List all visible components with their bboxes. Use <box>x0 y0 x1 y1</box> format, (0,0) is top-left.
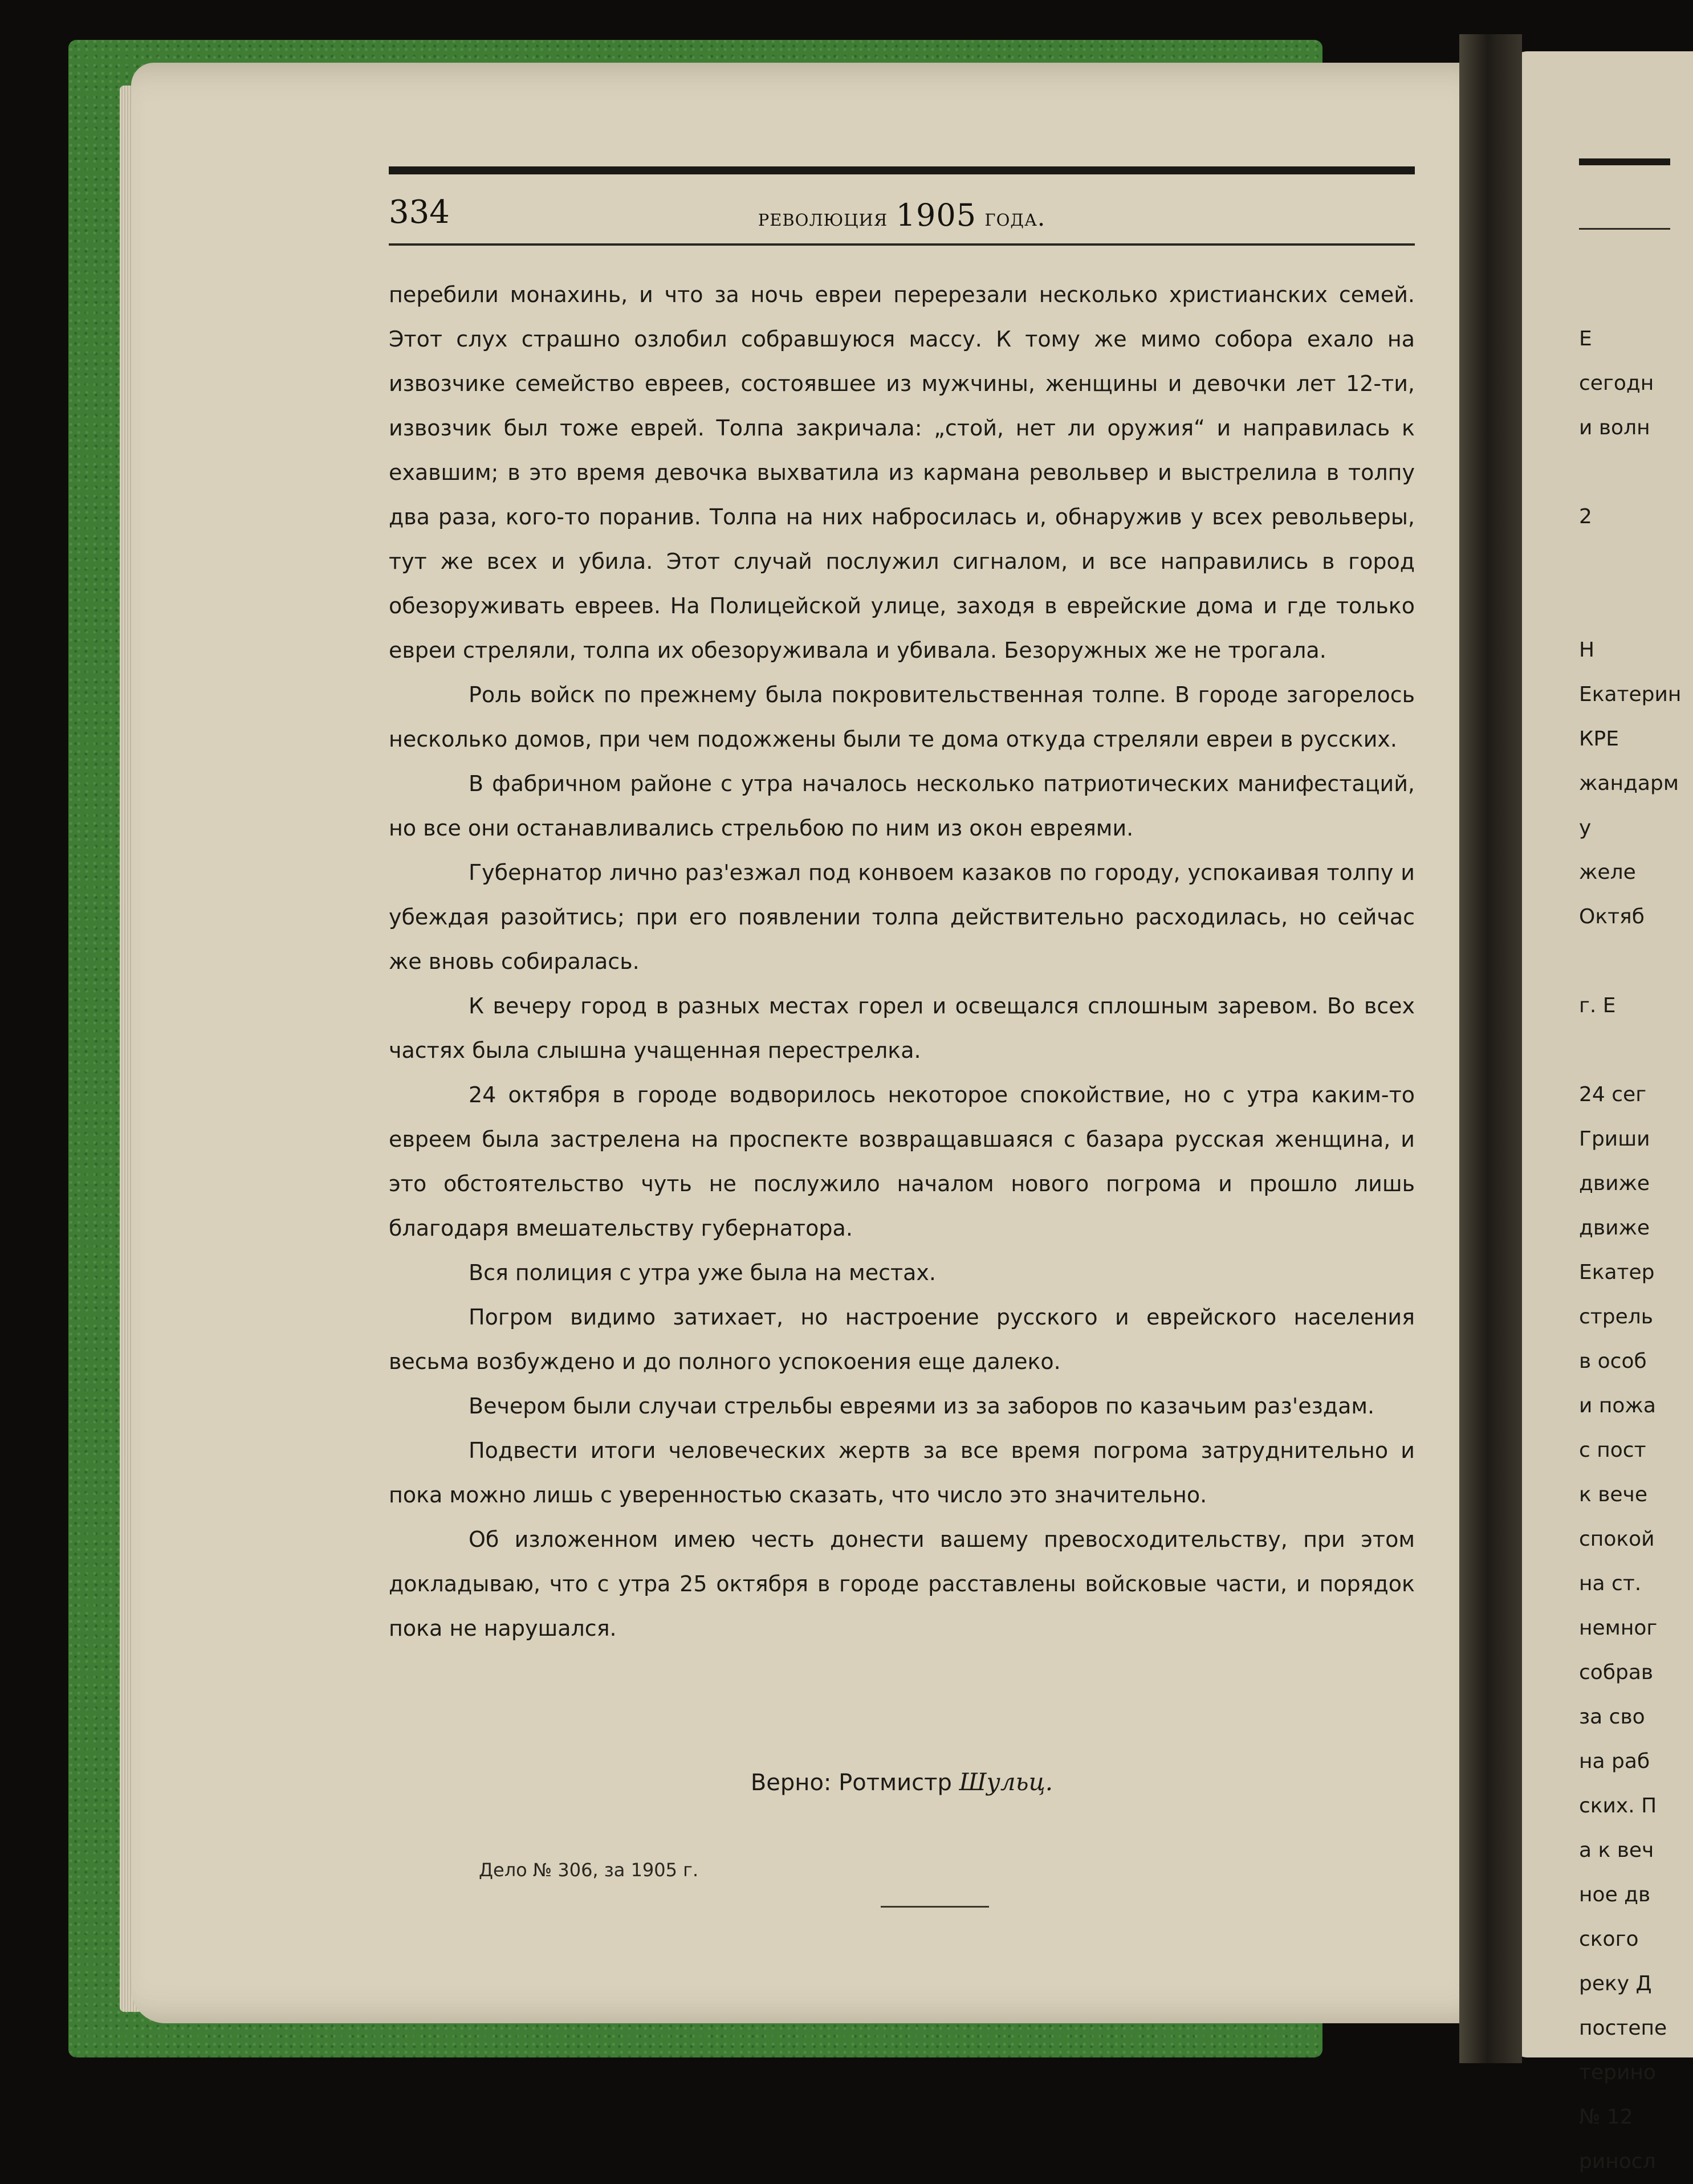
right-page-line: ских. П <box>1579 1794 1657 1818</box>
right-page-line: за сво <box>1579 1705 1645 1729</box>
paragraph: Подвести итоги человеческих жертв за все время погрома затруднительно и пока можно лишь с уверенностью сказать, что число это значительно. <box>389 1438 1415 1507</box>
right-page-line <box>1579 272 1664 317</box>
right-page-line: к вече <box>1579 1483 1647 1506</box>
right-page-line: и волн <box>1579 416 1650 439</box>
right-page-line: а к веч <box>1579 1839 1654 1862</box>
right-page-rule-thick <box>1579 158 1670 165</box>
right-page-line <box>1579 939 1664 984</box>
right-page-line: КРЕ <box>1579 727 1619 751</box>
right-page-line: спокой <box>1579 1527 1655 1551</box>
paragraph: 24 октября в городе водворилось некоторое спокойствие, но с утра каким-то евреем была застрелена на проспекте возвращавшаяся с базара русская женщина, и это обстоятельство чуть не послужило началом нового погрома и прошло лишь благодаря вмешательству губернатора. <box>389 1082 1415 1241</box>
right-page-line: стрель <box>1579 1305 1653 1329</box>
right-page-line: 24 сег <box>1579 1083 1647 1106</box>
right-page-line <box>1579 450 1664 495</box>
book-gutter <box>1459 34 1522 2063</box>
right-page-line: собрав <box>1579 1661 1654 1684</box>
right-page-line: Екатерин <box>1579 683 1682 706</box>
right-page-line: движе <box>1579 1216 1650 1240</box>
header-rule-thin <box>389 243 1415 246</box>
right-page-line: ского <box>1579 1928 1639 1951</box>
right-page-line: реку Д <box>1579 1972 1652 1995</box>
right-page-line: риносл <box>1579 2150 1656 2173</box>
right-page-line: Гриши <box>1579 1127 1650 1151</box>
right-page-line: Екатер <box>1579 1261 1655 1284</box>
right-page-line <box>1579 539 1664 584</box>
body-text <box>389 272 1415 1651</box>
end-rule <box>881 1906 989 1908</box>
page-number: 334 <box>389 194 450 231</box>
right-page-line: Н <box>1579 638 1595 662</box>
right-page-line: немног <box>1579 1616 1658 1640</box>
right-page-line: постепе <box>1579 2016 1667 2040</box>
paragraph: Об изложенном имею честь донести вашему превосходительству, при этом докладываю, что с утра 25 октября в городе расставлены войсковые части, и порядок пока не нарушался. <box>389 1527 1415 1641</box>
right-page-line: на раб <box>1579 1750 1650 1773</box>
paragraph: Роль войск по прежнему была покровительственная толпе. В городе загорелось несколько домов, при чем подожжены были те дома откуда стреляли евреи в русских. <box>389 682 1415 752</box>
header-rule-thick <box>389 166 1415 174</box>
page-header <box>389 194 1415 239</box>
right-page-line: жандарм <box>1579 772 1679 795</box>
signature-name: Шульц. <box>959 1768 1053 1796</box>
right-page-line: ное дв <box>1579 1883 1651 1906</box>
paragraph: К вечеру город в разных местах горел и освещался сплошным заревом. Во всех частях была слышна учащенная перестрелка. <box>389 993 1415 1063</box>
paragraph: В фабричном районе с утра началось несколько патриотических манифестаций, но все они останавливались стрельбою по ним из окон евреями. <box>389 771 1415 841</box>
running-title-word: революция <box>758 203 888 231</box>
right-page-line: терино <box>1579 2061 1656 2084</box>
running-title-tail: года. <box>984 203 1046 231</box>
paragraph: Вечером были случаи стрельбы евреями из за заборов по казачьим раз'ездам. <box>469 1393 1375 1419</box>
right-page-line <box>1579 584 1664 628</box>
archive-reference: Дело № 306, за 1905 г. <box>479 1859 699 1881</box>
right-page-line: желе <box>1579 861 1636 884</box>
right-page-line: с пост <box>1579 1439 1646 1462</box>
signature-line <box>389 1768 1415 1796</box>
running-title <box>389 197 1415 233</box>
right-page-line: № 12 <box>1579 2105 1633 2129</box>
paragraph: перебили монахинь, и что за ночь евреи перерезали несколько христианских семей. Этот слух страшно озлобил собравшуюся массу. К тому же мимо собора ехало на извозчике семейство евреев, состоявшее из мужчины, женщины и девочки лет 12-ти, извозчик был тоже еврей. Толпа закричала: „стой, нет ли оружия“ и направилась к ехавшим; в это время девочка выхватила из кармана револьвер и выстрелила в толпу два раза, кого-то поранив. Толпа на них набросилась и, обнаружив у всех револьверы, тут же всех и убила. Этот случай послужил сигналом, и все направились в город обезоруживать евреев. На Полицейской улице, заходя в еврейские дома и где только евреи стреляли, толпа их обезоруживала и убивала. Безоружных же не трогала. <box>389 282 1415 663</box>
right-page-line: Е <box>1579 327 1592 351</box>
right-page-line: и пожа <box>1579 1394 1656 1417</box>
right-page-rule-thin <box>1579 228 1670 230</box>
right-page-line <box>1579 1028 1664 1073</box>
paragraph: Губернатор лично раз'езжал под конвоем казаков по городу, успокаивая толпу и убеждая разойтись; при его появлении толпа действительно расходилась, но сейчас же вновь собиралась. <box>389 860 1415 974</box>
right-page-line: г. Е <box>1579 994 1616 1017</box>
right-page-line: у <box>1579 816 1592 840</box>
right-page-line: в особ <box>1579 1350 1647 1373</box>
right-page-line: движе <box>1579 1172 1650 1195</box>
paragraph: Вся полиция с утра уже была на местах. <box>469 1260 936 1285</box>
running-title-year: 1905 <box>896 197 977 233</box>
signature-prefix: Верно: Ротмистр <box>750 1770 952 1796</box>
paragraph: Погром видимо затихает, но настроение русского и еврейского населения весьма возбуждено и до полного успокоения еще далеко. <box>389 1305 1415 1374</box>
right-page-line: на ст. <box>1579 1572 1642 1595</box>
right-page-line: 2 <box>1579 505 1592 528</box>
right-page-line: Октяб <box>1579 905 1645 928</box>
right-page-line: сегодн <box>1579 372 1654 395</box>
right-page-fragments <box>1579 272 1682 2184</box>
